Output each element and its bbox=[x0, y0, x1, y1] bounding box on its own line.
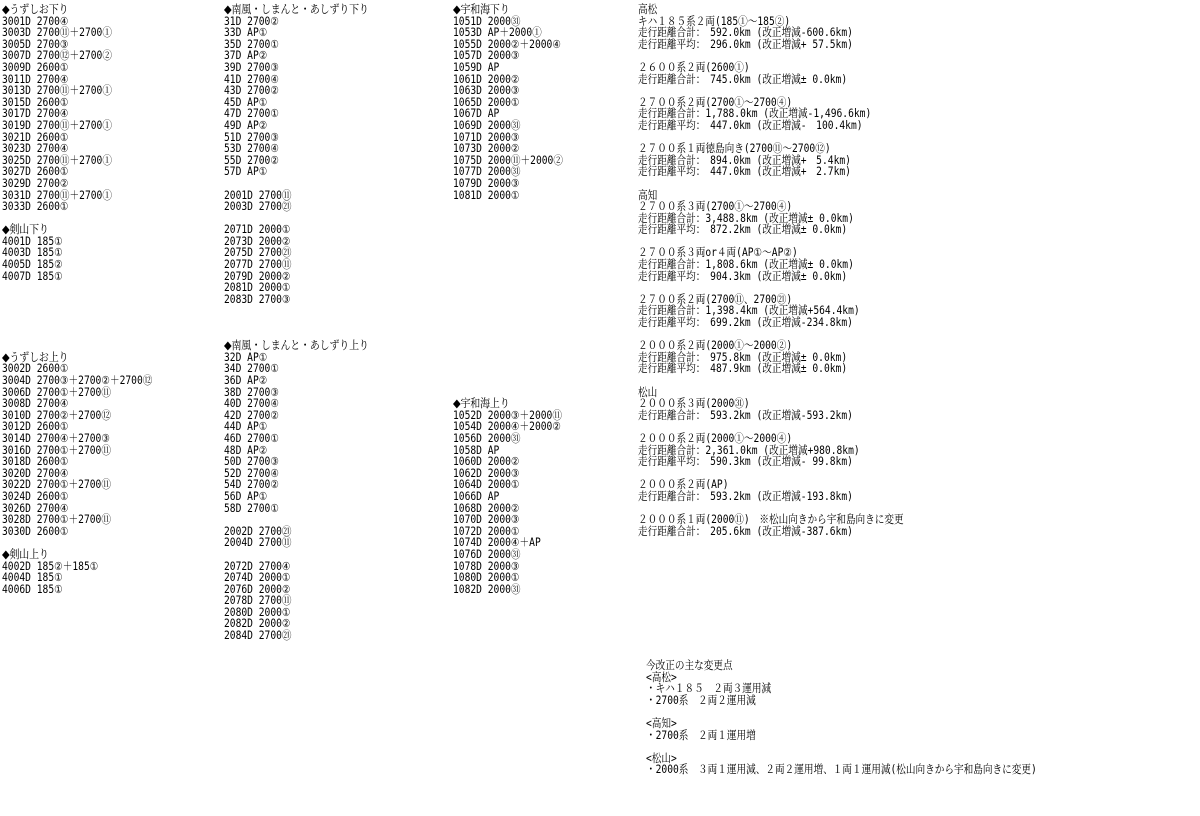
text-line: 3023D 2700④ bbox=[2, 142, 69, 156]
text-line: ・キハ１８５ ２両３運用減 bbox=[646, 682, 772, 696]
text-line: ２０００系２両(2000①～2000④) bbox=[638, 431, 793, 445]
spacer bbox=[453, 224, 563, 236]
text-line: 3031D 2700⑪＋2700① bbox=[2, 188, 112, 202]
section-heading: ◆南風・しまんと・あしずり上り bbox=[224, 338, 369, 353]
text-line: 55D 2700② bbox=[224, 153, 279, 167]
text-line: 2071D 2000① bbox=[224, 223, 291, 237]
text-line: ２７００系３両(2700①～2700④) bbox=[638, 200, 793, 214]
timetable-column-2 bbox=[224, 4, 369, 642]
text-line: 2080D 2000① bbox=[224, 605, 291, 619]
text-line: 3026D 2700④ bbox=[2, 501, 69, 515]
text-line: 走行距離平均： 904.3km (改正増減± 0.0km) bbox=[638, 269, 848, 283]
section-heading: ◆南風・しまんと・あしずり下り bbox=[224, 2, 369, 16]
text-line: 34D 2700① bbox=[224, 362, 279, 376]
text-line: 4007D 185① bbox=[2, 269, 63, 283]
text-line: 走行距離合計： 593.2km (改正増減-193.8km) bbox=[638, 489, 853, 503]
text-line: 1075D 2000⑪＋2000② bbox=[453, 153, 563, 167]
text-line: ・2000系 ３両１運用減、２両２運用増、１両１運用減(松山向きから宇和島向きに変更) bbox=[646, 763, 1037, 777]
text-line: 4001D 185① bbox=[2, 234, 63, 248]
text-line: 2073D 2000② bbox=[224, 234, 291, 248]
text-line: 3025D 2700⑪＋2700① bbox=[2, 153, 112, 167]
text-line: 4005D 185② bbox=[2, 258, 63, 272]
text-line: 走行距離平均： 447.0km (改正増減+ 2.7km) bbox=[638, 165, 851, 179]
text-line: 1078D 2000③ bbox=[453, 559, 520, 573]
text-line: 3020D 2700④ bbox=[2, 466, 69, 480]
text-line: 56D AP① bbox=[224, 489, 268, 503]
text-line: 41D 2700④ bbox=[224, 72, 279, 86]
text-line: 走行距離合計： 593.2km (改正増減-593.2km) bbox=[638, 408, 853, 422]
text-line: 走行距離平均： 699.2km (改正増減-234.8km) bbox=[638, 316, 853, 330]
text-line: 3030D 2600① bbox=[2, 524, 69, 538]
text-line: 1067D AP bbox=[453, 107, 500, 121]
text-line: 1069D 2000㉛ bbox=[453, 118, 521, 132]
text-line: 3018D 2600① bbox=[2, 455, 69, 469]
text-line: 高知 bbox=[638, 188, 658, 202]
text-line: 2078D 2700⑪ bbox=[224, 594, 292, 608]
text-line: 1052D 2000③＋2000⑪ bbox=[453, 408, 562, 422]
text-line: 31D 2700② bbox=[224, 14, 279, 28]
text-line: 1071D 2000③ bbox=[453, 130, 520, 144]
section-heading: ◆宇和海上り bbox=[453, 396, 510, 411]
text-line: 1051D 2000㉛ bbox=[453, 14, 521, 28]
text-line: 1056D 2000㉛ bbox=[453, 431, 521, 445]
spacer bbox=[2, 329, 152, 341]
text-line: 1061D 2000② bbox=[453, 72, 520, 86]
text-line: 松山 bbox=[638, 385, 658, 399]
text-line: 1058D AP bbox=[453, 443, 500, 457]
text-line: 走行距離合計： 745.0km (改正増減± 0.0km) bbox=[638, 72, 848, 86]
text-line: 2081D 2000① bbox=[224, 281, 291, 295]
text-line: 走行距離平均： 487.9km (改正増減± 0.0km) bbox=[638, 362, 848, 376]
mileage-summary bbox=[638, 4, 904, 537]
text-line: 3021D 2600① bbox=[2, 130, 69, 144]
text-line: <高松> bbox=[646, 670, 677, 684]
spacer bbox=[2, 317, 152, 329]
text-line: 1065D 2000① bbox=[453, 95, 520, 109]
spacer bbox=[2, 294, 152, 306]
text-line: 1080D 2000① bbox=[453, 571, 520, 585]
text-line: 1055D 2000②＋2000④ bbox=[453, 37, 561, 51]
spacer bbox=[224, 305, 369, 317]
text-line: 3001D 2700④ bbox=[2, 14, 69, 28]
text-line: ２６００系２両(2600①) bbox=[638, 60, 750, 74]
text-line: 走行距離平均： 590.3km (改正増減- 99.8km) bbox=[638, 455, 853, 469]
text-line: 3009D 2600① bbox=[2, 60, 69, 74]
text-line: ２０００系１両(2000⑪) ※松山向きから宇和島向きに変更 bbox=[638, 513, 904, 527]
text-line: 走行距離合計：1,808.6km (改正増減± 0.0km) bbox=[638, 258, 854, 272]
spacer bbox=[453, 213, 563, 225]
spacer bbox=[453, 317, 563, 329]
text-line: 3006D 2700①＋2700⑪ bbox=[2, 385, 111, 399]
text-line: 2003D 2700㉑ bbox=[224, 200, 292, 214]
text-line: 40D 2700④ bbox=[224, 397, 279, 411]
text-line: 1063D 2000③ bbox=[453, 84, 520, 98]
text-line: <高知> bbox=[646, 716, 677, 730]
text-line: 43D 2700② bbox=[224, 84, 279, 98]
text-line: 42D 2700② bbox=[224, 408, 279, 422]
text-line: 2001D 2700⑪ bbox=[224, 188, 292, 202]
text-line: ２７００系１両徳島向き(2700⑪～2700⑫) bbox=[638, 142, 831, 156]
text-line: 4006D 185① bbox=[2, 582, 63, 596]
spacer bbox=[638, 375, 904, 387]
text-line: 51D 2700③ bbox=[224, 130, 279, 144]
timetable-column-1 bbox=[2, 4, 152, 595]
text-line: 32D AP① bbox=[224, 350, 268, 364]
text-line: 37D AP② bbox=[224, 49, 268, 63]
spacer bbox=[453, 236, 563, 248]
text-line: 2079D 2000② bbox=[224, 269, 291, 283]
spacer bbox=[453, 375, 563, 387]
text-line: 1081D 2000① bbox=[453, 188, 520, 202]
spacer bbox=[638, 178, 904, 190]
text-line: 2084D 2700㉑ bbox=[224, 629, 292, 643]
text-line: 高松 bbox=[638, 3, 658, 16]
text-line: 1076D 2000㉛ bbox=[453, 547, 521, 561]
spacer bbox=[453, 201, 563, 213]
spacer bbox=[453, 282, 563, 294]
text-line: 走行距離合計：3,488.8km (改正増減± 0.0km) bbox=[638, 211, 854, 225]
text-line: 走行距離合計：1,398.4km (改正増減+564.4km) bbox=[638, 304, 860, 318]
section-heading: ◆うずしお下り bbox=[2, 2, 69, 16]
text-line: 35D 2700① bbox=[224, 37, 279, 51]
text-line: 3033D 2600① bbox=[2, 200, 69, 214]
text-line: ２７００系２両(2700①～2700④) bbox=[638, 95, 793, 109]
text-line: 3013D 2700⑪＋2700① bbox=[2, 84, 112, 98]
text-line: 走行距離合計： 592.0km (改正増減-600.6km) bbox=[638, 26, 853, 40]
text-line: 2076D 2000② bbox=[224, 582, 291, 596]
text-line: 今改正の主な変更点 bbox=[646, 659, 733, 672]
text-line: 53D 2700④ bbox=[224, 142, 279, 156]
text-line: ２７００系２両(2700⑪、2700㉑) bbox=[638, 292, 793, 306]
text-line: 2075D 2700㉑ bbox=[224, 246, 292, 260]
text-line: 44D AP① bbox=[224, 420, 268, 434]
text-line: 57D AP① bbox=[224, 165, 268, 179]
timetable-column-3 bbox=[453, 4, 563, 595]
text-line: ・2700系 ２両２運用減 bbox=[646, 693, 756, 707]
text-line: <松山> bbox=[646, 751, 677, 765]
text-line: 1054D 2000④＋2000② bbox=[453, 420, 561, 434]
text-line: 47D 2700① bbox=[224, 107, 279, 121]
text-line: 3029D 2700② bbox=[2, 176, 69, 190]
text-line: 52D 2700④ bbox=[224, 466, 279, 480]
text-line: 33D AP① bbox=[224, 26, 268, 40]
text-line: 1060D 2000② bbox=[453, 455, 520, 469]
spacer bbox=[224, 514, 369, 526]
text-line: 走行距離合計： 975.8km (改正増減± 0.0km) bbox=[638, 350, 848, 364]
text-line: 2082D 2000② bbox=[224, 617, 291, 631]
text-line: 48D AP② bbox=[224, 443, 268, 457]
section-heading: ◆剣山下り bbox=[2, 222, 49, 237]
spacer bbox=[638, 85, 904, 97]
text-line: 1064D 2000① bbox=[453, 478, 520, 492]
text-line: 2074D 2000① bbox=[224, 571, 291, 585]
spacer bbox=[453, 294, 563, 306]
text-line: 2004D 2700⑪ bbox=[224, 536, 292, 550]
section-heading: ◆剣山上り bbox=[2, 546, 49, 561]
text-line: 4003D 185① bbox=[2, 246, 63, 260]
text-line: 3016D 2700①＋2700⑪ bbox=[2, 443, 111, 457]
text-line: 3007D 2700⑫＋2700② bbox=[2, 49, 112, 63]
text-line: 4004D 185① bbox=[2, 571, 63, 585]
text-line: 1062D 2000③ bbox=[453, 466, 520, 480]
section-heading: ◆うずしお上り bbox=[2, 349, 69, 364]
text-line: 1059D AP bbox=[453, 60, 500, 74]
text-line: 1057D 2000③ bbox=[453, 49, 520, 63]
spacer bbox=[2, 305, 152, 317]
text-line: 3008D 2700④ bbox=[2, 397, 69, 411]
spacer bbox=[224, 317, 369, 329]
text-line: 3027D 2600① bbox=[2, 165, 69, 179]
spacer bbox=[453, 271, 563, 283]
text-line: 3028D 2700①＋2700⑪ bbox=[2, 513, 111, 527]
text-line: 2077D 2700⑪ bbox=[224, 258, 292, 272]
spacer bbox=[453, 363, 563, 375]
spacer bbox=[453, 329, 563, 341]
text-line: 3011D 2700④ bbox=[2, 72, 69, 86]
text-line: 39D 2700③ bbox=[224, 60, 279, 74]
text-line: ２０００系２両(AP) bbox=[638, 478, 729, 492]
text-line: 3004D 2700③＋2700②＋2700⑫ bbox=[2, 374, 153, 387]
text-line: 3012D 2600① bbox=[2, 420, 69, 434]
text-line: 1073D 2000② bbox=[453, 142, 520, 156]
text-line: 2083D 2700③ bbox=[224, 292, 291, 306]
text-line: 3017D 2700④ bbox=[2, 107, 69, 121]
text-line: 2002D 2700㉑ bbox=[224, 524, 292, 538]
text-line: 3015D 2600① bbox=[2, 95, 69, 109]
spacer bbox=[2, 282, 152, 294]
text-line: 走行距離合計： 205.6km (改正増減-387.6km) bbox=[638, 524, 853, 538]
text-line: 走行距離合計：2,361.0km (改正増減+980.8km) bbox=[638, 443, 860, 457]
text-line: 58D 2700① bbox=[224, 501, 279, 515]
section-heading: ◆宇和海下り bbox=[453, 2, 510, 16]
text-line: 49D AP② bbox=[224, 118, 268, 132]
spacer bbox=[453, 305, 563, 317]
text-line: 1068D 2000② bbox=[453, 501, 520, 515]
text-line: 2072D 2700④ bbox=[224, 559, 291, 573]
text-line: 走行距離合計：1,788.0km (改正増減-1,496.6km) bbox=[638, 107, 872, 121]
text-line: 45D AP① bbox=[224, 95, 268, 109]
text-line: 1074D 2000④＋AP bbox=[453, 536, 541, 550]
text-line: 38D 2700③ bbox=[224, 385, 279, 399]
text-line: ２０００系３両(2000㉛) bbox=[638, 397, 750, 411]
spacer bbox=[646, 706, 1037, 718]
text-line: 3014D 2700④＋2700③ bbox=[2, 431, 110, 445]
text-line: 走行距離平均： 872.2km (改正増減± 0.0km) bbox=[638, 223, 848, 237]
text-line: 3003D 2700⑪＋2700① bbox=[2, 26, 112, 40]
text-line: 1070D 2000③ bbox=[453, 513, 520, 527]
text-line: ２０００系２両(2000①～2000②) bbox=[638, 339, 793, 353]
spacer bbox=[646, 741, 1037, 753]
text-line: 1072D 2000① bbox=[453, 524, 520, 538]
text-line: 3002D 2600① bbox=[2, 362, 69, 376]
text-line: ２７００系３両or４両(AP①～AP②) bbox=[638, 246, 798, 260]
change-notes bbox=[646, 660, 1037, 776]
text-line: 3024D 2600① bbox=[2, 489, 69, 503]
spacer bbox=[453, 352, 563, 364]
text-line: 1053D AP＋2000① bbox=[453, 26, 542, 40]
text-line: 1079D 2000③ bbox=[453, 176, 520, 190]
text-line: 3010D 2700②＋2700⑫ bbox=[2, 408, 111, 422]
text-line: ・2700系 ２両１運用増 bbox=[646, 728, 756, 742]
text-line: 走行距離平均： 296.0km (改正増減+ 57.5km) bbox=[638, 37, 853, 51]
text-line: キハ１８５系２両(185①～185②) bbox=[638, 14, 791, 28]
text-line: 54D 2700② bbox=[224, 478, 279, 492]
spacer bbox=[224, 549, 369, 561]
text-line: 3005D 2700③ bbox=[2, 37, 69, 51]
text-line: 走行距離平均： 447.0km (改正増減- 100.4km) bbox=[638, 118, 863, 132]
text-line: 50D 2700③ bbox=[224, 455, 279, 469]
spacer bbox=[453, 340, 563, 352]
text-line: 3019D 2700⑪＋2700① bbox=[2, 118, 112, 132]
spacer bbox=[453, 247, 563, 259]
text-line: 4002D 185②＋185① bbox=[2, 559, 99, 573]
spacer bbox=[224, 178, 369, 190]
text-line: 1077D 2000㉛ bbox=[453, 165, 521, 179]
text-line: 1066D AP bbox=[453, 489, 500, 503]
text-line: 3022D 2700①＋2700⑪ bbox=[2, 478, 111, 492]
text-line: 36D AP② bbox=[224, 374, 268, 387]
text-line: 1082D 2000㉛ bbox=[453, 582, 521, 596]
spacer bbox=[453, 259, 563, 271]
text-line: 走行距離合計： 894.0km (改正増減+ 5.4km) bbox=[638, 153, 851, 167]
text-line: 46D 2700① bbox=[224, 431, 279, 445]
